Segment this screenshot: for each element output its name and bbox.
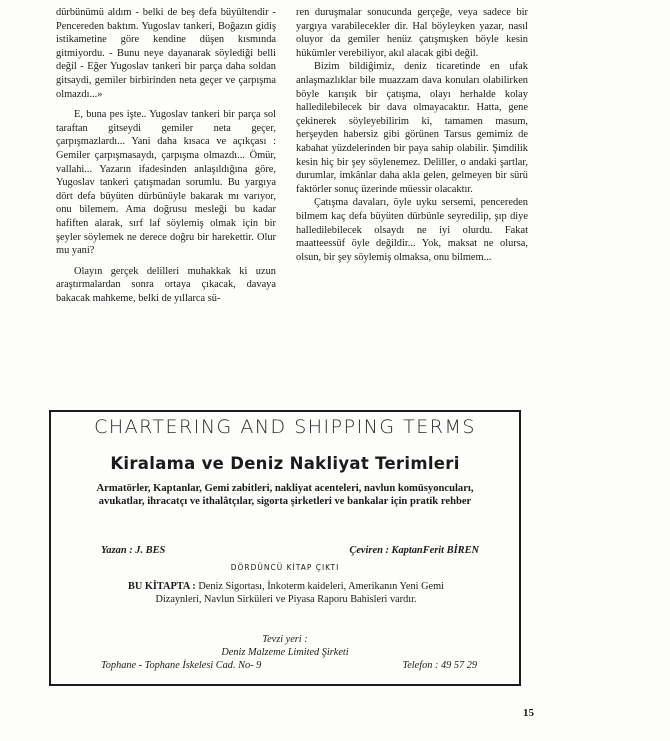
- article-left-column: [56, 6, 276, 305]
- ad-translator: Çeviren : KaptanFerit BİREN: [349, 545, 479, 556]
- ad-contact: [101, 660, 477, 671]
- ad-description: Armatörler, Kaptanlar, Gemi zabitleri, nakliyat acenteleri, navlun komüsyoncuları, avukatlar, ihracatçı ve ithalâtçılar, sigorta şirketleri ve bankalar için pratik rehber: [96, 483, 474, 507]
- ad-turkish-title: Kiralama ve Deniz Nakliyat Terimleri: [110, 454, 460, 473]
- page-number: 15: [523, 707, 534, 719]
- ad-contents-label: BU KİTAPTA :: [128, 581, 196, 592]
- ad-distribution: [51, 634, 519, 660]
- article-paragraph: ren duruşmalar sonucunda gerçeğe, veya sadece bir yargıya varabilecekler dir. Hal böyleyken yazar, nasıl oluyor da gemiler henüz çatışmışken böyle kesin hükümler verebiliyor, akıl alacak gibi değil.: [296, 7, 528, 59]
- ad-phone: Telefon : 49 57 29: [402, 660, 477, 671]
- ad-distribution-label: Tevzi yeri :: [262, 634, 308, 645]
- ad-contents: [113, 580, 459, 606]
- article-right-column: [296, 6, 528, 264]
- article-paragraph: E, buna pes işte.. Yugoslav tankeri bir parça sol taraftan gitseydi gemiler neta geçer, çarpışmazlardı... Yani daha kısaca ve açıkçası : Gemiler çarpışmasaydı, çarpışma olmazdı... Ömür, vallahi... Yazarın ifadesinden anlaşıldığına göre, Yugoslav tankeri çatışmadan sorumlu. Bu yargıya dört defa büyüten dürbünüyle bakarak mı varıyor, onu bilemem. Ama doğrusu mesleği bu kadar hafiften alarak, sırf laf söylemiş olmak için bir şeyler söylemek ne derece doğru bir harekettir. Olur mu yani?: [56, 109, 276, 257]
- ad-author: Yazan : J. BES: [101, 545, 166, 556]
- ad-credits: [101, 545, 479, 556]
- ad-edition: DÖRDÜNCÜ KİTAP ÇIKTI: [230, 563, 340, 572]
- article-paragraph: Olayın gerçek delilleri muhakkak ki uzun araştırmalardan sonra ortaya çıkacak, davaya bakacak mahkeme, belki de yıllarca sü-: [56, 265, 276, 304]
- ad-contents-text: Deniz Sigortası, İnkoterm kaideleri, Amerikanın Yeni Gemi Dizaynleri, Navlun Sirküleri ve Piyasa Raporu Bahisleri vardır.: [155, 581, 444, 605]
- article-paragraph: dürbünümü aldım - belki de beş defa büyültendir - Pencereden baktım. Yugoslav tankeri, Boğazın gidiş istikametine göre kendine düşen kısmında gitmiyordu. - Bunu neye dayanarak söylediği belli değil - Eğer Yugoslav tankeri bir parça daha soldan gitsaydi, gemiler birbirinden neta geçer ve çarpışma olmazdı...»: [56, 7, 276, 100]
- ad-address: Tophane - Tophane İskelesi Cad. No- 9: [101, 660, 262, 671]
- article-paragraph: Bizim bildiğimiz, deniz ticaretinde en ufak anlaşmazlıklar bile muazzam dava konuları olabilirken böyle karışık bir çatışma, olayı herhalde kolay halledilebilecek bir dava olmayacaktır. Hatta, gene çekinerek söyleyebilirim ki, tamamen masum, herşeyden habersiz gibi görünen Tarsus gemimiz de kabahat yüzdelerinden bir paya sahip olabilir. Şimdilik kesin hiç bir şey söylenemez. Deliller, o andaki şartlar, durumlar, imkânlar daha akla gelen, gelmeyen bir sürü faktörler sonuç üzerinde müessir olacaktır.: [296, 61, 528, 195]
- book-advertisement: [49, 410, 521, 686]
- article-paragraph: Çatışma davaları, öyle uyku sersemi, pencereden bilmem kaç defa büyüten dürbünle seyredilip, şıp diye halledilebilecek olsaydı ne iyi olurdu. Fakat maatteessüf öyle değildir... Yok, maksat ne olursa, olsun, bir şey söylemiş olmaksa, onu bilmem...: [296, 197, 528, 263]
- ad-distributor: Deniz Malzeme Limited Şirketi: [221, 646, 349, 658]
- ad-english-title: CHARTERING AND SHIPPING TERMS: [94, 416, 476, 438]
